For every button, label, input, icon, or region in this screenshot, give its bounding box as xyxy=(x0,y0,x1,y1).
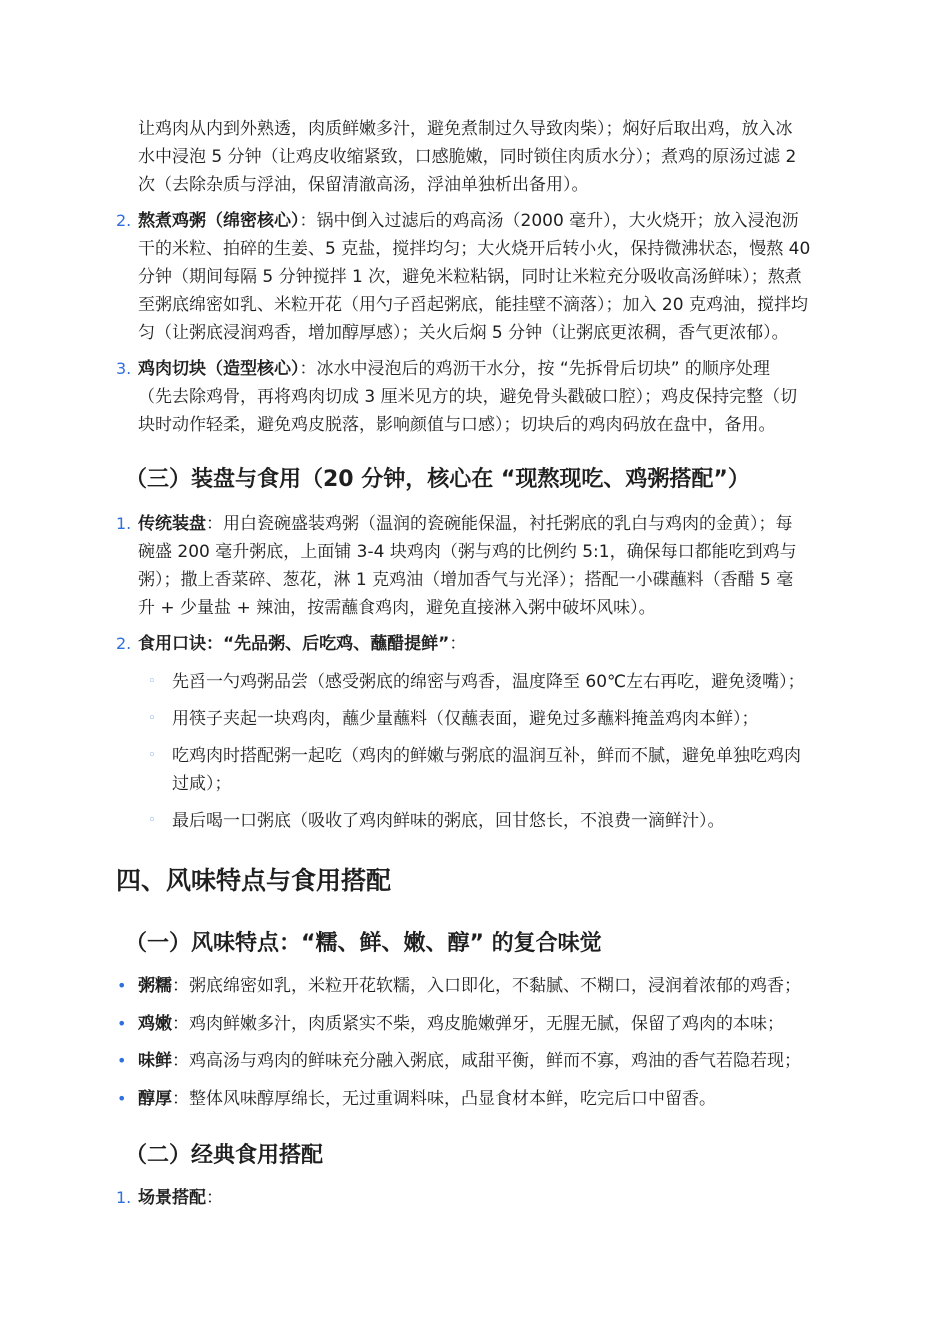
bullet-icon: • xyxy=(117,1089,127,1108)
list-item-line: 块时动作轻柔，避免鸡皮脱落，影响颜值与口感）；切块后的鸡肉码放在盘中，备用。 xyxy=(138,415,776,435)
sub-bullet-icon: ◦ xyxy=(148,748,156,763)
list-item-line: 匀（让粥底浸润鸡香，增加醇厚感）；关火后焖 5 分钟（让粥底更浓稠，香气更浓郁）。 xyxy=(138,323,789,343)
list-number: 2. xyxy=(116,211,132,230)
list-item-line: 熬煮鸡粥（绵密核心）：锅中倒入过滤后的鸡高汤（2000 毫升），大火烧开；放入浸泡沥 xyxy=(138,211,799,231)
step-title: 鸡肉切块（造型核心） xyxy=(138,359,300,379)
list-number: 1. xyxy=(116,1188,132,1207)
bullet-item: 鸡嫩：鸡肉鲜嫩多汁，肉质紧实不柴，鸡皮脆嫩弹牙，无腥无腻，保留了鸡肉的本味； xyxy=(138,1014,784,1034)
paragraph-line: 让鸡肉从内到外熟透，肉质鲜嫩多汁，避免煮制过久导致肉柴）；焖好后取出鸡，放入冰 xyxy=(138,119,793,139)
bullet-item: 粥糯：粥底绵密如乳，米粒开花软糯，入口即化，不黏腻、不糊口，浸润着浓郁的鸡香； xyxy=(138,976,801,996)
list-item-line: 碗盛 200 毫升粥底，上面铺 3-4 块鸡肉（粥与鸡的比例约 5:1，确保每口都能吃到鸡与 xyxy=(138,542,797,562)
item-title: 传统装盘 xyxy=(138,514,206,534)
list-item-line: 食用口诀：“先品粥、后吃鸡、蘸醋提鲜”： xyxy=(138,634,467,654)
sub-bullet-icon: ◦ xyxy=(148,711,156,726)
list-item-line: 至粥底绵密如乳、米粒开花（用勺子舀起粥底，能挂壁不滴落）；加入 20 克鸡油，搅拌均 xyxy=(138,295,808,315)
section-heading: （三）装盘与食用（20 分钟，核心在 “现熬现吃、鸡粥搭配”） xyxy=(125,467,750,492)
list-item-line: 粥）；撒上香菜碎、葱花，淋 1 克鸡油（增加香气与光泽）；搭配一小碟蘸料（香醋 5 毫 xyxy=(138,570,794,590)
list-item-line: 场景搭配： xyxy=(138,1188,223,1208)
bullet-icon: • xyxy=(117,1051,127,1070)
list-number: 1. xyxy=(116,514,132,533)
sub-bullet-icon: ◦ xyxy=(148,813,156,828)
list-item-line: 分钟（期间每隔 5 分钟搅拌 1 次，避免米粒粘锅，同时让米粒充分吸收高汤鲜味）；熬煮 xyxy=(138,267,802,287)
sub-bullet-icon: ◦ xyxy=(148,674,156,689)
sub-list-item: 吃鸡肉时搭配粥一起吃（鸡肉的鲜嫩与粥底的温润互补，鲜而不腻，避免单独吃鸡肉 xyxy=(172,746,801,766)
list-item-line: 鸡肉切块（造型核心）：冰水中浸泡后的鸡沥干水分，按 “先拆骨后切块” 的顺序处理 xyxy=(138,359,770,379)
step-title: 熬煮鸡粥（绵密核心） xyxy=(138,211,300,231)
paragraph-line: 次（去除杂质与浮油，保留清澈高汤，浮油单独析出备用）。 xyxy=(138,175,589,195)
paragraph-line: 水中浸泡 5 分钟（让鸡皮收缩紧致，口感脆嫩，同时锁住肉质水分）；煮鸡的原汤过滤 2 xyxy=(138,147,797,167)
sub-list-item: 过咸）； xyxy=(172,774,232,794)
sub-list-item: 用筷子夹起一块鸡肉，蘸少量蘸料（仅蘸表面，避免过多蘸料掩盖鸡肉本鲜）； xyxy=(172,709,759,729)
list-number: 3. xyxy=(116,359,132,378)
section-heading: （一）风味特点：“糯、鲜、嫩、醇” 的复合味觉 xyxy=(125,931,602,956)
list-item-line: 干的米粒、拍碎的生姜、5 克盐，搅拌均匀；大火烧开后转小火，保持微沸状态，慢熬 40 xyxy=(138,239,811,259)
chapter-heading: 四、风味特点与食用搭配 xyxy=(116,866,392,895)
bullet-icon: • xyxy=(117,976,127,995)
section-heading: （二）经典食用搭配 xyxy=(125,1143,324,1168)
sub-list-item: 先舀一勺鸡粥品尝（感受粥底的绵密与鸡香，温度降至 60℃左右再吃，避免烫嘴）； xyxy=(172,672,805,692)
bullet-item: 醇厚：整体风味醇厚绵长，无过重调料味，凸显食材本鲜，吃完后口中留香。 xyxy=(138,1089,716,1109)
list-item-line: （先去除鸡骨，再将鸡肉切成 3 厘米见方的块，避免骨头戳破口腔）；鸡皮保持完整（切 xyxy=(138,387,798,407)
bullet-item: 味鲜：鸡高汤与鸡肉的鲜味充分融入粥底，咸甜平衡，鲜而不寡，鸡油的香气若隐若现； xyxy=(138,1051,801,1071)
list-item-line: 传统装盘：用白瓷碗盛装鸡粥（温润的瓷碗能保温，衬托粥底的乳白与鸡肉的金黄）；每 xyxy=(138,514,793,534)
list-item-line: 升 + 少量盐 + 辣油，按需蘸食鸡肉，避免直接淋入粥中破坏风味）。 xyxy=(138,598,656,618)
list-number: 2. xyxy=(116,634,132,653)
item-title: 食用口诀：“先品粥、后吃鸡、蘸醋提鲜” xyxy=(138,634,450,654)
sub-list-item: 最后喝一口粥底（吸收了鸡肉鲜味的粥底，回甘悠长，不浪费一滴鲜汁）。 xyxy=(172,811,725,831)
bullet-icon: • xyxy=(117,1014,127,1033)
